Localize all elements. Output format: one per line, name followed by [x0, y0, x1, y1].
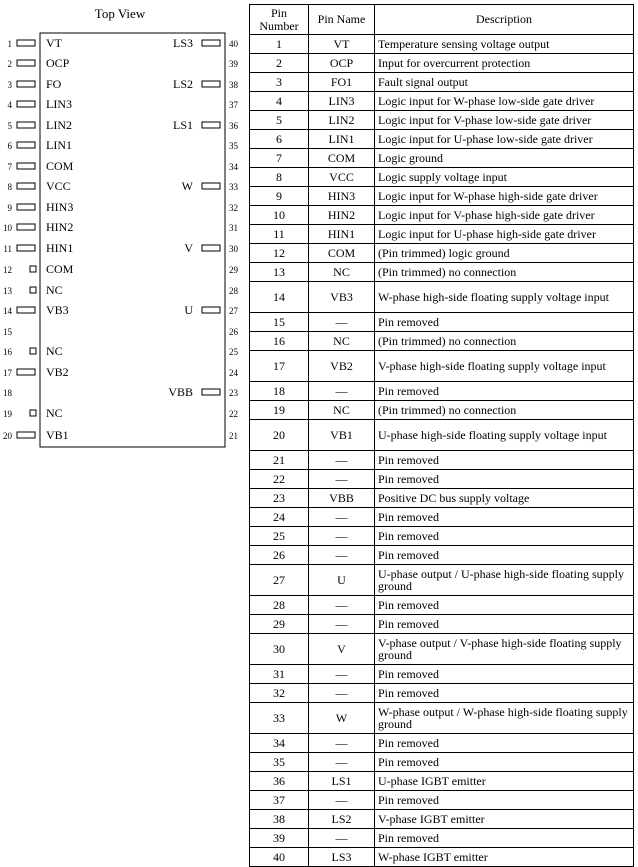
left-pin-number: 13 [3, 286, 12, 296]
table-row [250, 92, 634, 111]
left-pin-lead [17, 142, 35, 148]
table-row [250, 351, 634, 382]
right-pin-number: 38 [229, 80, 238, 90]
left-pin-label: NC [46, 283, 63, 297]
right-pin-lead [202, 389, 220, 395]
table-body [250, 35, 634, 867]
pin-name-cell: V [309, 634, 375, 665]
pin-number-cell: 14 [250, 282, 309, 313]
pin-name-cell: VB1 [309, 420, 375, 451]
pin-description-cell: V-phase output / V-phase high-side floating supply ground [375, 634, 634, 665]
table-row [250, 54, 634, 73]
left-pin-number: 16 [3, 347, 12, 357]
left-pin-label: FO [46, 77, 62, 91]
table-row [250, 810, 634, 829]
pin-number-cell: 26 [250, 546, 309, 565]
table-row [250, 206, 634, 225]
header-pin-number: Pin Number [250, 5, 309, 35]
right-pin-number: 33 [229, 182, 238, 192]
table-row [250, 546, 634, 565]
pin-number-cell: 20 [250, 420, 309, 451]
table-row [250, 829, 634, 848]
right-pin-label: V [184, 241, 193, 255]
pin-number-cell: 35 [250, 753, 309, 772]
pin-number-cell: 36 [250, 772, 309, 791]
pin-description-cell: U-phase high-side floating supply voltage input [375, 420, 634, 451]
left-pin-lead [30, 410, 36, 416]
left-pin-number: 1 [7, 39, 12, 49]
left-pin-number: 5 [7, 121, 12, 131]
pin-name-cell: LIN3 [309, 92, 375, 111]
left-pin-number: 3 [7, 80, 12, 90]
pin-number-cell: 6 [250, 130, 309, 149]
table-row [250, 332, 634, 351]
pin-description-cell: Pin removed [375, 508, 634, 527]
table-row [250, 168, 634, 187]
pin-name-cell: — [309, 753, 375, 772]
pin-number-cell: 8 [250, 168, 309, 187]
pin-number-cell: 3 [250, 73, 309, 92]
pin-description-cell: Logic ground [375, 149, 634, 168]
pin-description-cell: (Pin trimmed) no connection [375, 401, 634, 420]
pin-description-cell: U-phase IGBT emitter [375, 772, 634, 791]
pin-number-cell: 13 [250, 263, 309, 282]
left-pin-lead [17, 307, 35, 313]
table-row [250, 527, 634, 546]
pin-name-cell: — [309, 829, 375, 848]
right-pin-label: U [184, 303, 193, 317]
left-pin-number: 18 [3, 388, 12, 398]
left-pin-number: 8 [7, 182, 12, 192]
right-pin-number: 26 [229, 327, 238, 337]
table-row [250, 508, 634, 527]
pin-description-cell: (Pin trimmed) no connection [375, 332, 634, 351]
table-row [250, 665, 634, 684]
pin-description-table [249, 4, 634, 867]
pin-number-cell: 10 [250, 206, 309, 225]
pin-number-cell: 22 [250, 470, 309, 489]
right-pin-number: 24 [229, 368, 238, 378]
pin-name-cell: OCP [309, 54, 375, 73]
left-pin-label: OCP [46, 56, 70, 70]
table-row [250, 615, 634, 634]
pin-description-cell: Logic input for V-phase low-side gate driver [375, 111, 634, 130]
pinout-diagram-svg [0, 0, 248, 460]
pin-name-cell: — [309, 684, 375, 703]
package-outline [40, 33, 225, 447]
pin-name-cell: HIN2 [309, 206, 375, 225]
left-pin-lead [17, 60, 35, 66]
pin-number-cell: 1 [250, 35, 309, 54]
left-pin-number: 17 [3, 368, 12, 378]
table-row [250, 565, 634, 596]
pin-number-cell: 24 [250, 508, 309, 527]
pin-number-cell: 40 [250, 848, 309, 867]
pin-description-cell: W-phase IGBT emitter [375, 848, 634, 867]
header-pin-name: Pin Name [309, 5, 375, 35]
pin-description-cell: Pin removed [375, 734, 634, 753]
pin-name-cell: — [309, 734, 375, 753]
left-pin-label: VCC [46, 179, 71, 193]
right-pin-label: VBB [168, 385, 193, 399]
left-pin-number: 20 [3, 431, 12, 441]
pin-description-cell: Positive DC bus supply voltage [375, 489, 634, 508]
table-row [250, 772, 634, 791]
pin-number-cell: 21 [250, 451, 309, 470]
right-pin-lead [202, 183, 220, 189]
table-row [250, 734, 634, 753]
left-pin-label: VB3 [46, 303, 69, 317]
pin-number-cell: 31 [250, 665, 309, 684]
pin-description-cell: Pin removed [375, 596, 634, 615]
pin-name-cell: VBB [309, 489, 375, 508]
right-pin-number: 37 [229, 100, 238, 110]
pin-number-cell: 32 [250, 684, 309, 703]
table-row [250, 187, 634, 206]
left-pin-number: 4 [7, 100, 12, 110]
pin-name-cell: VB3 [309, 282, 375, 313]
pin-number-cell: 39 [250, 829, 309, 848]
table-row [250, 73, 634, 92]
pin-name-cell: — [309, 791, 375, 810]
table-row [250, 263, 634, 282]
pin-name-cell: NC [309, 332, 375, 351]
pin-name-cell: HIN3 [309, 187, 375, 206]
left-pin-number: 2 [7, 59, 12, 69]
right-pin-number: 28 [229, 286, 238, 296]
pin-name-cell: VB2 [309, 351, 375, 382]
left-pin-number: 19 [3, 409, 12, 419]
left-pin-lead [30, 287, 36, 293]
pin-number-cell: 19 [250, 401, 309, 420]
right-pin-number: 36 [229, 121, 238, 131]
right-pin-label: LS1 [172, 118, 193, 132]
left-pin-number: 6 [7, 141, 12, 151]
table-row [250, 382, 634, 401]
pin-description-cell: U-phase output / U-phase high-side floating supply ground [375, 565, 634, 596]
left-pin-label: LIN2 [46, 118, 72, 132]
pin-description-cell: Logic input for W-phase low-side gate driver [375, 92, 634, 111]
right-pin-number: 23 [229, 388, 238, 398]
pin-number-cell: 9 [250, 187, 309, 206]
pin-description-cell: Logic supply voltage input [375, 168, 634, 187]
table-row [250, 684, 634, 703]
pin-name-cell: — [309, 615, 375, 634]
pin-description-cell: Pin removed [375, 382, 634, 401]
pin-description-cell: W-phase output / W-phase high-side floating supply ground [375, 703, 634, 734]
pin-number-cell: 5 [250, 111, 309, 130]
pin-name-cell: VT [309, 35, 375, 54]
pin-description-cell: Temperature sensing voltage output [375, 35, 634, 54]
pin-description-cell: Pin removed [375, 665, 634, 684]
pin-name-cell: — [309, 382, 375, 401]
left-pin-label: VT [46, 36, 62, 50]
pin-name-cell: — [309, 665, 375, 684]
right-pin-lead [202, 307, 220, 313]
left-pin-label: HIN3 [46, 200, 74, 214]
left-pin-lead [17, 40, 35, 46]
left-pin-label: COM [46, 159, 74, 173]
table-row [250, 470, 634, 489]
pin-number-cell: 2 [250, 54, 309, 73]
diagram-title: Top View [94, 6, 146, 21]
table-row [250, 753, 634, 772]
pin-number-cell: 34 [250, 734, 309, 753]
left-pin-lead [17, 369, 35, 375]
pin-number-cell: 16 [250, 332, 309, 351]
table-row [250, 420, 634, 451]
pin-name-cell: — [309, 451, 375, 470]
pin-name-cell: HIN1 [309, 225, 375, 244]
pin-name-cell: LS1 [309, 772, 375, 791]
pin-number-cell: 17 [250, 351, 309, 382]
pin-name-cell: LIN2 [309, 111, 375, 130]
pinout-diagram [0, 0, 248, 460]
pin-description-cell: Pin removed [375, 753, 634, 772]
left-pin-lead [17, 224, 35, 230]
table-row [250, 149, 634, 168]
left-pin-number: 14 [3, 306, 12, 316]
left-pin-number: 9 [7, 203, 12, 213]
right-pin-number: 30 [229, 244, 238, 254]
pin-name-cell: LIN1 [309, 130, 375, 149]
pin-description-cell: Logic input for U-phase low-side gate driver [375, 130, 634, 149]
right-pin-lead [202, 122, 220, 128]
pin-description-cell: Pin removed [375, 527, 634, 546]
right-pin-number: 40 [229, 39, 238, 49]
left-pin-lead [17, 183, 35, 189]
pin-number-cell: 4 [250, 92, 309, 111]
left-pin-label: NC [46, 406, 63, 420]
table-header-row [250, 5, 634, 35]
pin-description-cell: (Pin trimmed) no connection [375, 263, 634, 282]
left-pin-label: HIN2 [46, 220, 74, 234]
right-pin-number: 35 [229, 141, 238, 151]
right-pin-number: 21 [229, 431, 238, 441]
pin-description-cell: Pin removed [375, 470, 634, 489]
right-pin-label: W [181, 179, 193, 193]
header-description: Description [375, 5, 634, 35]
table-row [250, 596, 634, 615]
pin-number-cell: 25 [250, 527, 309, 546]
right-pin-label: LS2 [172, 77, 193, 91]
pin-description-cell: Pin removed [375, 451, 634, 470]
pin-number-cell: 12 [250, 244, 309, 263]
table-row [250, 225, 634, 244]
pin-name-cell: — [309, 313, 375, 332]
pin-description-cell: Pin removed [375, 313, 634, 332]
pin-number-cell: 27 [250, 565, 309, 596]
pin-description-cell: V-phase high-side floating supply voltage input [375, 351, 634, 382]
pin-name-cell: FO1 [309, 73, 375, 92]
left-pin-label: VB1 [46, 428, 69, 442]
pin-name-cell: — [309, 596, 375, 615]
pin-name-cell: — [309, 470, 375, 489]
right-pin-number: 34 [229, 162, 238, 172]
pin-number-cell: 28 [250, 596, 309, 615]
pin-name-cell: COM [309, 244, 375, 263]
left-pin-lead [30, 266, 36, 272]
left-pin-number: 12 [3, 265, 12, 275]
pin-number-cell: 29 [250, 615, 309, 634]
left-pin-lead [17, 81, 35, 87]
left-pin-lead [17, 245, 35, 251]
left-pin-lead [17, 204, 35, 210]
right-pin-number: 29 [229, 265, 238, 275]
pin-name-cell: — [309, 546, 375, 565]
table-row [250, 791, 634, 810]
left-pin-label: HIN1 [46, 241, 74, 255]
pin-description-cell: Input for overcurrent protection [375, 54, 634, 73]
right-pin-number: 39 [229, 59, 238, 69]
pin-name-cell: NC [309, 401, 375, 420]
left-pin-label: VB2 [46, 365, 69, 379]
pin-number-cell: 33 [250, 703, 309, 734]
pin-description-cell: Logic input for V-phase high-side gate driver [375, 206, 634, 225]
left-pin-number: 10 [3, 223, 12, 233]
pin-name-cell: COM [309, 149, 375, 168]
left-pin-number: 7 [7, 162, 12, 172]
pin-name-cell: LS3 [309, 848, 375, 867]
right-pin-lead [202, 40, 220, 46]
pin-name-cell: — [309, 508, 375, 527]
pin-description-cell: Pin removed [375, 546, 634, 565]
table-row [250, 35, 634, 54]
right-pin-number: 32 [229, 203, 238, 213]
left-pin-lead [17, 101, 35, 107]
table-row [250, 282, 634, 313]
pin-description-cell: Pin removed [375, 829, 634, 848]
pin-description-cell: W-phase high-side floating supply voltage input [375, 282, 634, 313]
pin-number-cell: 23 [250, 489, 309, 508]
pin-description-cell: Fault signal output [375, 73, 634, 92]
pin-number-cell: 30 [250, 634, 309, 665]
right-pin-lead [202, 81, 220, 87]
table-row [250, 130, 634, 149]
table-row [250, 313, 634, 332]
pin-description-cell: Pin removed [375, 684, 634, 703]
pin-description-cell: Pin removed [375, 791, 634, 810]
pin-number-cell: 18 [250, 382, 309, 401]
right-pin-number: 22 [229, 409, 238, 419]
left-pin-lead [30, 348, 36, 354]
right-pin-lead [202, 245, 220, 251]
left-pin-lead [17, 163, 35, 169]
pin-description-cell: Logic input for U-phase high-side gate driver [375, 225, 634, 244]
table-row [250, 401, 634, 420]
table-row [250, 451, 634, 470]
pin-number-cell: 11 [250, 225, 309, 244]
pin-number-cell: 7 [250, 149, 309, 168]
pin-name-cell: NC [309, 263, 375, 282]
pin-description-cell: Logic input for W-phase high-side gate driver [375, 187, 634, 206]
left-pin-number: 15 [3, 327, 12, 337]
right-pin-label: LS3 [172, 36, 193, 50]
pin-name-cell: W [309, 703, 375, 734]
pin-name-cell: — [309, 527, 375, 546]
pin-name-cell: VCC [309, 168, 375, 187]
pin-description-cell: Pin removed [375, 615, 634, 634]
left-pin-label: LIN3 [46, 97, 72, 111]
pin-number-cell: 38 [250, 810, 309, 829]
left-pin-label: COM [46, 262, 74, 276]
pin-name-cell: LS2 [309, 810, 375, 829]
left-pin-label: NC [46, 344, 63, 358]
table-row [250, 489, 634, 508]
pin-number-cell: 15 [250, 313, 309, 332]
pin-name-cell: U [309, 565, 375, 596]
right-pin-number: 27 [229, 306, 238, 316]
left-pin-lead [17, 432, 35, 438]
table-row [250, 848, 634, 867]
table-row [250, 111, 634, 130]
table-row [250, 634, 634, 665]
table-row [250, 244, 634, 263]
left-pin-label: LIN1 [46, 138, 72, 152]
pin-number-cell: 37 [250, 791, 309, 810]
left-pin-lead [17, 122, 35, 128]
right-pin-number: 25 [229, 347, 238, 357]
pin-description-cell: V-phase IGBT emitter [375, 810, 634, 829]
left-pin-number: 11 [3, 244, 12, 254]
right-pin-number: 31 [229, 223, 238, 233]
table-row [250, 703, 634, 734]
pin-description-cell: (Pin trimmed) logic ground [375, 244, 634, 263]
